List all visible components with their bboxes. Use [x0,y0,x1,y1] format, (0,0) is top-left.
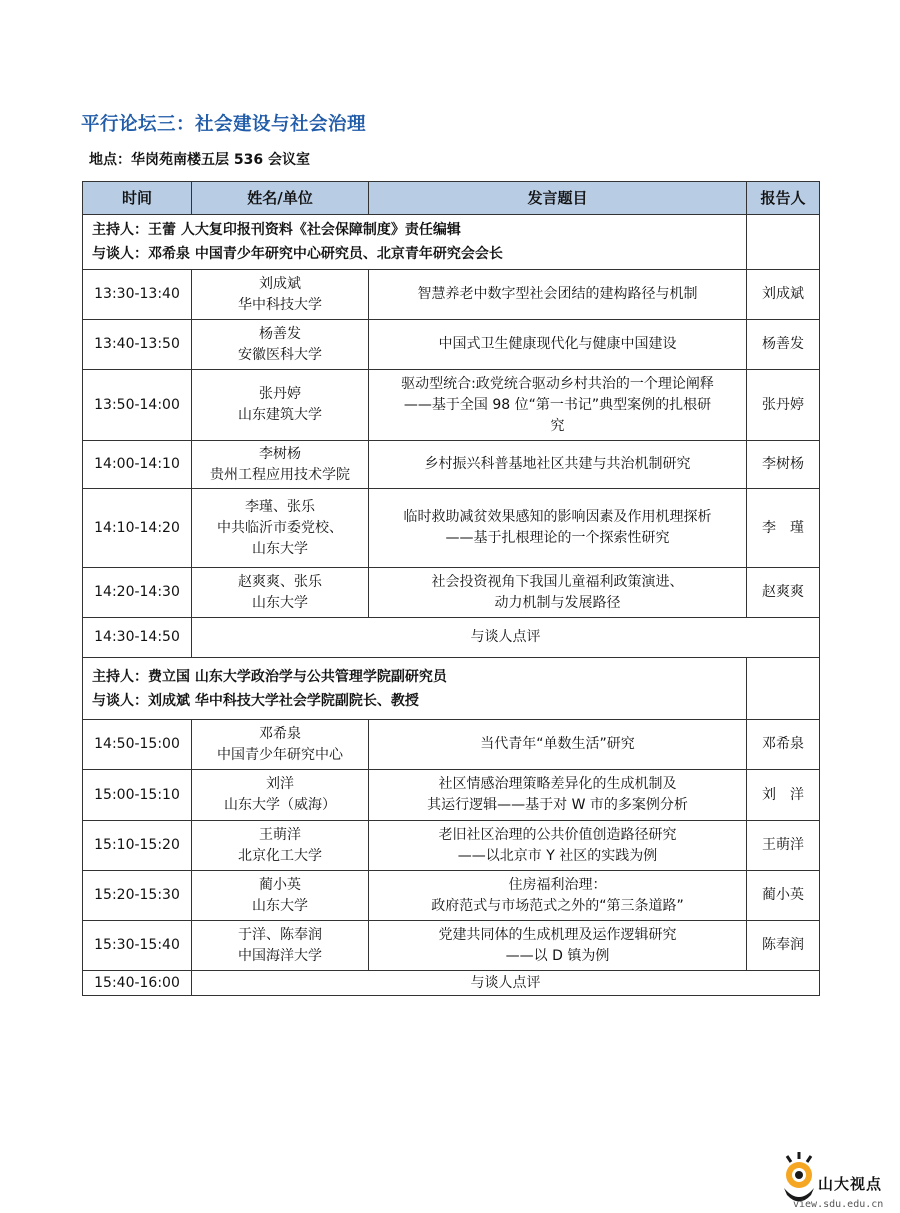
cell-line: 社会投资视角下我国儿童福利政策演进、 [431,573,684,590]
time-cell: 14:30-14:50 [83,618,192,658]
time-cell: 14:20-14:30 [83,568,192,618]
table-row [83,489,820,568]
header-time: 时间 [83,182,192,215]
time-cell: 13:50-14:00 [83,370,192,441]
cell-line: 杨善发 [259,325,301,342]
cell-line: 刘洋 [266,776,294,792]
cell-line: 当代青年“单数生活”研究 [480,736,635,752]
location-text: 地点：华岗苑南楼五层 536 会议室 [89,152,310,168]
time-cell: 15:20-15:30 [83,871,192,921]
cell-line: 北京化工大学 [238,847,322,864]
cell-line: ——以北京市 Y 社区的实践为例 [457,847,658,864]
table-row [83,370,820,441]
time-cell: 14:00-14:10 [83,441,192,489]
table-row [83,871,820,921]
session-discussant: 与谈人：邓希泉 中国青少年研究中心研究员、北京青年研究会会长 [92,246,503,262]
cell-line: 华中科技大学 [238,296,322,313]
logo-url: view.sdu.edu.cn [793,1199,884,1210]
cell-line: 山东建筑大学 [238,407,322,423]
speaker-cell: 张丹婷 [747,370,820,441]
empty-cell [747,658,820,720]
cell-line: 蔺小英 [259,876,301,893]
time-cell: 14:10-14:20 [83,489,192,568]
cell-line: 王萌洋 [259,826,301,843]
cell-line: 社区情感治理策略差异化的生成机制及 [438,776,677,792]
cell-line: 住房福利治理： [508,876,607,893]
cell-line: 中国海洋大学 [238,947,322,964]
time-cell: 15:00-15:10 [83,770,192,821]
time-cell: 15:10-15:20 [83,821,192,871]
cell-line: 动力机制与发展路径 [494,594,621,611]
cell-line: 山东大学 [252,594,308,611]
cell-line: 智慧养老中数字型社会团结的建构路径与机制 [417,286,698,302]
cell-line: 中共临沂市委党校、 [217,519,343,536]
cell-line: 政府范式与市场范式之外的“第三条道路” [431,897,684,914]
cell-line: 贵州工程应用技术学院 [210,466,350,483]
table-header-row [83,182,820,215]
review-label: 与谈人点评 [192,971,820,996]
cell-line: 老旧社区治理的公共价值创造路径研究 [438,826,677,843]
table-row [83,720,820,770]
cell-line: 党建共同体的生成机理及运作逻辑研究 [438,926,677,943]
speaker-cell: 蔺小英 [747,871,820,921]
speaker-cell: 李树杨 [747,441,820,489]
review-row [83,618,820,658]
cell-line: 临时救助减贫效果感知的影响因素及作用机理探析 [403,509,712,525]
cell-line: 究 [550,417,565,434]
session-host: 主持人：王蕾 人大复印报刊资料《社会保障制度》责任编辑 [92,222,461,238]
cell-line: ——以 D 镇为例 [505,947,610,964]
session-host-cell [83,215,747,270]
speaker-cell: 刘 洋 [747,770,820,821]
speaker-cell: 杨善发 [747,320,820,370]
session-discussant: 与谈人：刘成斌 华中科技大学社会学院副院长、教授 [92,692,419,709]
session-host-cell [83,658,747,720]
cell-line: ——基于扎根理论的一个探索性研究 [445,530,670,546]
header-topic: 发言题目 [369,182,747,215]
cell-line: 赵爽爽、张乐 [238,573,322,590]
cell-line: 山东大学 [252,897,308,914]
cell-line: 中国青少年研究中心 [217,746,343,763]
cell-line: 乡村振兴科普基地社区共建与共治机制研究 [424,456,691,472]
time-cell: 15:30-15:40 [83,921,192,971]
table-row [83,821,820,871]
cell-line: 李瑾、张乐 [245,498,315,515]
cell-line: ——基于全国 98 位“第一书记”典型案例的扎根研 [403,396,712,413]
cell-line: 安徽医科大学 [238,346,322,363]
cell-line: 刘成斌 [259,275,301,292]
table-row [83,770,820,821]
header-speaker: 报告人 [747,182,820,215]
page-title: 平行论坛三：社会建设与社会治理 [81,114,367,135]
speaker-cell: 刘成斌 [747,270,820,320]
review-row [83,971,820,996]
header-name: 姓名/单位 [192,182,369,215]
speaker-cell: 陈奉润 [747,921,820,971]
time-cell: 13:40-13:50 [83,320,192,370]
cell-line: 张丹婷 [259,386,301,402]
speaker-cell: 邓希泉 [747,720,820,770]
speaker-cell: 李 瑾 [747,489,820,568]
session-host-row [83,215,820,270]
table-row [83,270,820,320]
time-cell: 14:50-15:00 [83,720,192,770]
speaker-cell: 赵爽爽 [747,568,820,618]
speaker-cell: 王萌洋 [747,821,820,871]
cell-line: 驱动型统合:政党统合驱动乡村共治的一个理论阐释 [401,375,714,392]
session-host: 主持人：费立国 山东大学政治学与公共管理学院副研究员 [92,668,447,685]
cell-line: 于洋、陈奉润 [238,926,322,943]
schedule-table [82,181,820,996]
table-row [83,320,820,370]
session-host-row [83,658,820,720]
cell-line: 其运行逻辑——基于对 W 市的多案例分析 [427,797,688,813]
cell-line: 邓希泉 [259,725,301,742]
table-row [83,441,820,489]
table-row [83,921,820,971]
logo-text: 山大视点 [818,1175,883,1193]
cell-line: 李树杨 [259,445,301,462]
time-cell: 15:40-16:00 [83,971,192,996]
cell-line: 中国式卫生健康现代化与健康中国建设 [438,336,677,352]
cell-line: 山东大学 [252,540,308,557]
table-row [83,568,820,618]
cell-line: 山东大学（威海） [224,797,336,813]
review-label: 与谈人点评 [192,618,820,658]
empty-cell [747,215,820,270]
time-cell: 13:30-13:40 [83,270,192,320]
